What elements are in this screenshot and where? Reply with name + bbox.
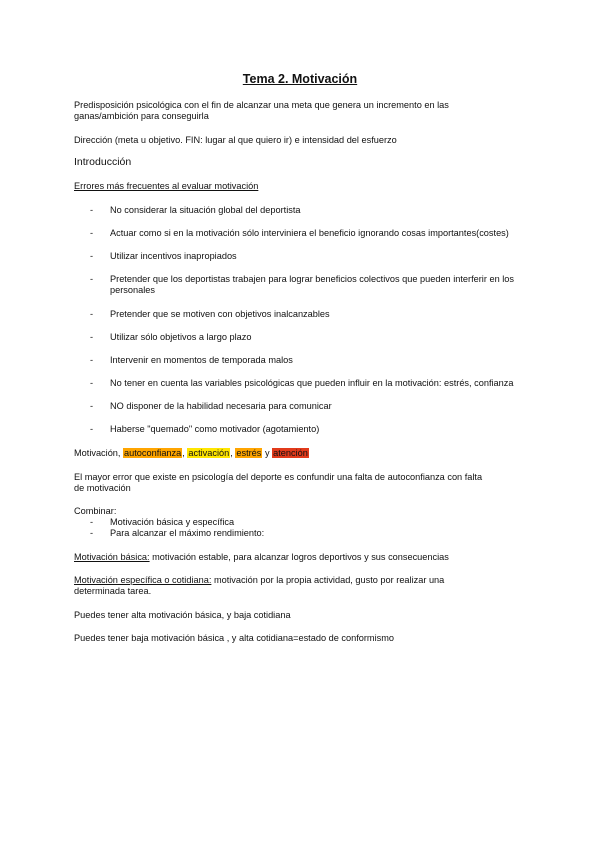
- bullet-dash: -: [90, 355, 94, 365]
- bullet-dash: -: [90, 424, 94, 434]
- bullet-dash: -: [90, 274, 94, 284]
- bullet-dash: -: [90, 205, 94, 215]
- definition-line-2: ganas/ambición para conseguirla: [74, 111, 209, 121]
- especifica-text: motivación por la propia actividad, gusto por realizar una: [211, 575, 445, 585]
- conjunction: y: [264, 448, 270, 458]
- highlight-atencion: atención: [273, 448, 308, 458]
- list-item-text: Pretender que los deportistas trabajen para lograr beneficios colectivos que pueden interferir en los personales: [110, 274, 514, 295]
- definition-line-1: Predisposición psicológica con el fin de alcanzar una meta que genera un incremento en las: [74, 100, 449, 110]
- page-title: Tema 2. Motivación: [242, 72, 358, 86]
- especifica-term: Motivación específica o cotidiana:: [74, 575, 212, 585]
- list-item-text: Actuar como si en la motivación sólo interviniera el beneficio ignorando cosas importantes(costes): [110, 228, 509, 238]
- highlight-estres: estrés: [236, 448, 262, 458]
- basica-definition: [74, 552, 449, 563]
- especifica-definition: [74, 575, 444, 586]
- errors-heading: Errores más frecuentes al evaluar motivación: [74, 181, 259, 191]
- list-item-text: No tener en cuenta las variables psicológicas que pueden influir en la motivación: estrés, confianza: [110, 378, 514, 388]
- list-item-text: Intervenir en momentos de temporada malos: [110, 355, 293, 365]
- basica-term: Motivación básica:: [74, 552, 150, 562]
- list-item-text: Utilizar incentivos inapropiados: [110, 251, 237, 261]
- basica-text: motivación estable, para alcanzar logros deportivos y sus consecuencias: [149, 552, 449, 562]
- motivation-prefix: Motivación,: [74, 448, 121, 458]
- bullet-dash: -: [90, 309, 94, 319]
- bullet-dash: -: [90, 528, 94, 538]
- list-item-text: Utilizar sólo objetivos a largo plazo: [110, 332, 252, 342]
- list-item-text: Haberse "quemado" como motivador (agotamiento): [110, 424, 320, 434]
- list-item-text: NO disponer de la habilidad necesaria para comunicar: [110, 401, 332, 411]
- bullet-dash: -: [90, 251, 94, 261]
- bullet-dash: -: [90, 378, 94, 388]
- puedes-line-1: Puedes tener alta motivación básica, y baja cotidiana: [74, 610, 291, 620]
- introduccion-heading: Introducción: [74, 156, 132, 168]
- highlight-activacion: activación: [188, 448, 230, 458]
- bullet-dash: -: [90, 332, 94, 342]
- bullet-dash: -: [90, 401, 94, 411]
- comma: ,: [182, 448, 185, 458]
- bullet-dash: -: [90, 228, 94, 238]
- error-paragraph-line-2: de motivación: [74, 483, 131, 493]
- combinar-label: Combinar:: [74, 506, 117, 516]
- especifica-line-2: determinada tarea.: [74, 586, 152, 596]
- direction-text: Dirección (meta u objetivo. FIN: lugar al que quiero ir) e intensidad del esfuerzo: [74, 135, 397, 145]
- comma: ,: [230, 448, 233, 458]
- list-item-text: No considerar la situación global del deportista: [110, 205, 301, 215]
- bullet-dash: -: [90, 517, 94, 527]
- list-item-text: Motivación básica y específica: [110, 517, 235, 527]
- motivation-factors-line: [74, 448, 309, 459]
- error-paragraph-line-1: El mayor error que existe en psicología del deporte es confundir una falta de autoconfianza con falta: [74, 472, 483, 482]
- list-item-text: Pretender que se motiven con objetivos inalcanzables: [110, 309, 330, 319]
- list-item-text: Para alcanzar el máximo rendimiento:: [110, 528, 265, 538]
- puedes-line-2: Puedes tener baja motivación básica , y alta cotidiana=estado de conformismo: [74, 633, 394, 643]
- highlight-autoconfianza: autoconfianza: [124, 448, 182, 458]
